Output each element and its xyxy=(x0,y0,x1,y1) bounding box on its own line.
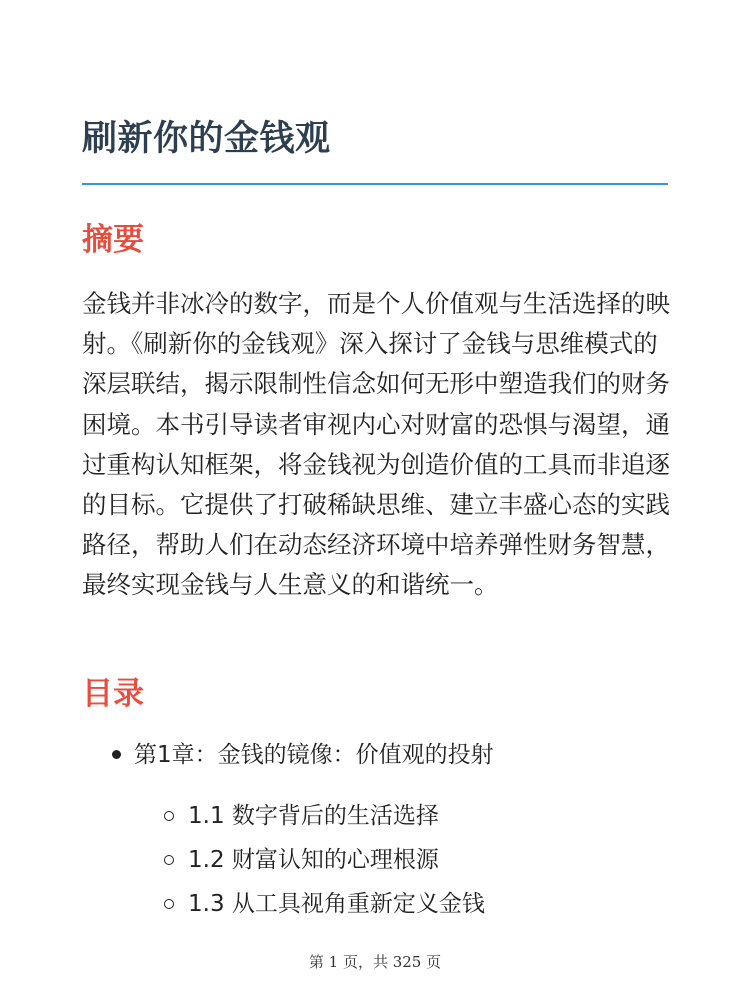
toc-section-label: 1.3 从工具视角重新定义金钱 xyxy=(188,891,485,917)
page-footer: 第 1 页，共 325 页 xyxy=(308,953,442,971)
toc-chapter-label: 第1章：金钱的镜像：价值观的投射 xyxy=(134,742,494,768)
bullet-disc-icon xyxy=(112,750,121,759)
toc-section-1-1 xyxy=(82,794,672,838)
toc-section-label: 1.1 数字背后的生活选择 xyxy=(188,803,439,829)
bullet-circle-icon xyxy=(164,811,174,821)
document-title: 刷新你的金钱观 xyxy=(82,119,331,159)
toc-heading: 目录 xyxy=(82,676,144,712)
toc-section-list xyxy=(134,794,672,926)
abstract-heading: 摘要 xyxy=(82,222,144,258)
bullet-circle-icon xyxy=(164,899,174,909)
table-of-contents xyxy=(82,736,672,926)
toc-chapter-1 xyxy=(82,736,672,926)
toc-section-1-2 xyxy=(82,838,672,882)
bullet-circle-icon xyxy=(164,855,174,865)
toc-section-1-3 xyxy=(82,882,672,926)
title-divider xyxy=(82,183,668,185)
abstract-text: 金钱并非冰冷的数字，而是个人价值观与生活选择的映射。《刷新你的金钱观》深入探讨了金钱与思维模式的深层联结，揭示限制性信念如何无形中塑造我们的财务困境。本书引导读者审视内心对财富的恐惧与渴望，通过重构认知框架，将金钱视为创造价值的工具而非追逐的目标。它提供了打破稀缺思维、建立丰盛心态的实践路径，帮助人们在动态经济环境中培养弹性财务智慧，最终实现金钱与人生意义的和谐统一。 xyxy=(82,289,670,600)
toc-section-label: 1.2 财富认知的心理根源 xyxy=(188,847,439,873)
